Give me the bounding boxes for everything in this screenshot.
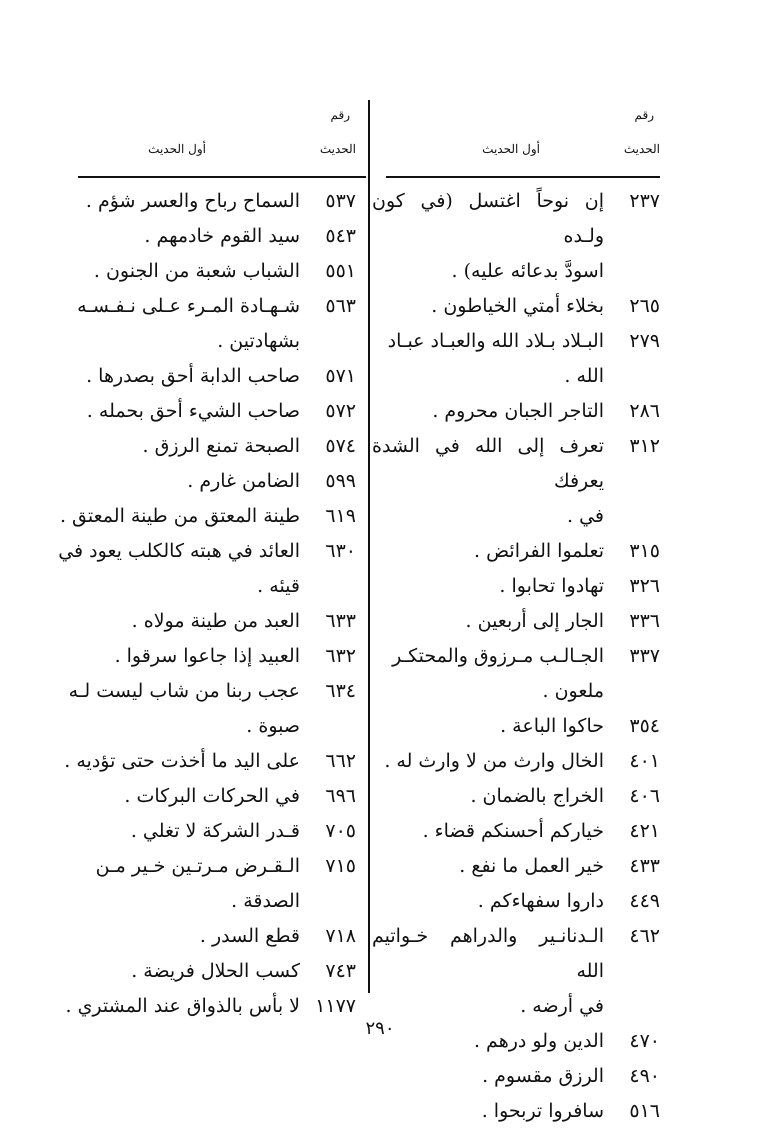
hadith-text-line: في أرضه . [520, 995, 604, 1017]
hadith-text [26, 954, 310, 989]
hadith-text-line: تعرف إلى الله في الشدة يعرفك [372, 435, 604, 492]
hadith-text-line: اسودَّ بدعائه عليه) . [451, 260, 604, 282]
hadith-text-line: في . [567, 505, 604, 527]
hadith-text [26, 499, 310, 534]
hadith-text [26, 849, 310, 919]
header-awwal-hadith: أول الحديث [148, 142, 206, 156]
hadith-entry [372, 569, 660, 604]
hadith-number: ٣٢٦ [629, 575, 660, 597]
hadith-number: ٣١٢ [629, 435, 660, 457]
hadith-text [372, 639, 614, 709]
hadith-entry [26, 359, 356, 394]
hadith-number: ٣٣٧ [629, 645, 660, 667]
hadith-number: ٦٦٢ [325, 750, 356, 772]
hadith-text [372, 1094, 614, 1129]
hadith-entry [26, 499, 356, 534]
hadith-text-line: تعلموا الفرائض . [474, 540, 604, 562]
header-awwal-hadith: أول الحديث [482, 142, 540, 156]
hadith-text-line: قيئه . [257, 575, 300, 597]
hadith-text [26, 254, 310, 289]
hadith-entry [372, 1059, 660, 1094]
hadith-text-line: عجب ربنا من شاب ليست لـه [68, 680, 300, 702]
hadith-number: ٥٩٩ [325, 470, 356, 492]
hadith-entry [26, 429, 356, 464]
hadith-text-line: لا بأس بالذواق عند المشتري . [65, 995, 300, 1017]
hadith-entry [372, 534, 660, 569]
hadith-number: ٧٠٥ [325, 820, 356, 842]
hadith-text-line: شـهـادة المـرء عـلى نـفـسـه [77, 295, 300, 317]
hadith-entry [372, 184, 660, 289]
hadith-text [372, 429, 614, 534]
hadith-text-line: التاجر الجبان محروم . [432, 400, 604, 422]
hadith-text [26, 184, 310, 219]
header-raqam: رقم [330, 108, 350, 122]
hadith-text-line: الجـالـب مـرزوق والمحتكـر [392, 645, 604, 667]
hadith-number: ٦١٩ [325, 505, 356, 527]
hadith-number: ٤٦٢ [629, 925, 660, 947]
hadith-entry [372, 604, 660, 639]
hadith-entry [372, 639, 660, 709]
hadith-entry [372, 884, 660, 919]
hadith-entry [26, 464, 356, 499]
hadith-text-line: على اليد ما أخذت حتى تؤديه . [64, 750, 300, 772]
hadith-entry [26, 254, 356, 289]
hadith-text [372, 569, 614, 604]
hadith-text [26, 604, 310, 639]
hadith-text-line: بخلاء أمتي الخياطون . [431, 295, 604, 317]
hadith-number: ٤٢١ [629, 820, 660, 842]
hadith-text-line: خير العمل ما نفع . [459, 855, 604, 877]
hadith-text-line: بشهادتين . [217, 330, 300, 352]
hadith-entry [372, 919, 660, 1024]
hadith-entry [26, 184, 356, 219]
hadith-number: ٤٧٠ [629, 1030, 660, 1052]
hadith-text-line: داروا سفهاءكم . [477, 890, 604, 912]
hadith-text-line: الصدقة . [231, 890, 300, 912]
hadith-number: ٦٣٣ [325, 610, 356, 632]
hadith-text [26, 779, 310, 814]
hadith-entry [26, 744, 356, 779]
hadith-text [372, 744, 614, 779]
hadith-number: ٥٣٧ [325, 190, 356, 212]
header-rule-right [386, 176, 660, 178]
hadith-text-line: صاحب الدابة أحق بصدرها . [86, 365, 300, 387]
hadith-text [372, 884, 614, 919]
hadith-text [26, 639, 310, 674]
hadith-text [372, 1059, 614, 1094]
header-hadith: الحديث [319, 142, 356, 156]
hadith-number: ١١٧٧ [315, 995, 356, 1017]
hadith-text [372, 394, 614, 429]
hadith-text-line: الخراج بالضمان . [470, 785, 604, 807]
hadith-entry [372, 814, 660, 849]
hadith-entry [26, 289, 356, 359]
hadith-entry [26, 779, 356, 814]
hadith-number: ٥٧٢ [325, 400, 356, 422]
hadith-text [26, 359, 310, 394]
header-rule-left [78, 176, 366, 178]
hadith-number: ٥٧٤ [325, 435, 356, 457]
hadith-number: ٢٣٧ [629, 190, 660, 212]
hadith-text-line: الشباب شعبة من الجنون . [93, 260, 300, 282]
hadith-text [26, 744, 310, 779]
hadith-entry [372, 289, 660, 324]
column-divider [368, 100, 370, 993]
hadith-text [372, 779, 614, 814]
hadith-text [26, 919, 310, 954]
hadith-number: ٣١٥ [629, 540, 660, 562]
hadith-number: ٤٤٩ [629, 890, 660, 912]
hadith-text-line: السماح رباح والعسر شؤم . [85, 190, 300, 212]
hadith-text [372, 849, 614, 884]
hadith-text-line: كسب الحلال فريضة . [131, 960, 300, 982]
hadith-entry [372, 1094, 660, 1129]
hadith-entry [372, 744, 660, 779]
hadith-text-line: قطع السدر . [199, 925, 300, 947]
header-raqam: رقم [634, 108, 654, 122]
hadith-text [372, 814, 614, 849]
left-column [26, 100, 356, 1017]
hadith-text-line: الجار إلى أربعين . [465, 610, 604, 632]
right-column-rows [372, 184, 660, 1129]
hadith-entry [26, 674, 356, 744]
hadith-number: ٤٣٣ [629, 855, 660, 877]
hadith-text [372, 534, 614, 569]
hadith-text-line: سيد القوم خادمهم . [144, 225, 300, 247]
hadith-entry [26, 639, 356, 674]
hadith-text-line: حاكوا الباعة . [500, 715, 604, 737]
hadith-text-line: العبيد إذا جاعوا سرقوا . [114, 645, 300, 667]
hadith-number: ٤٩٠ [629, 1065, 660, 1087]
hadith-number: ٤٠٦ [629, 785, 660, 807]
hadith-number: ٢٧٩ [629, 330, 660, 352]
hadith-text [26, 674, 310, 744]
hadith-text [372, 919, 614, 1024]
hadith-text-line: الله . [564, 365, 604, 387]
hadith-text-line: خياركم أحسنكم قضاء . [422, 820, 604, 842]
hadith-text [26, 429, 310, 464]
hadith-number: ٢٦٥ [629, 295, 660, 317]
hadith-entry [26, 604, 356, 639]
hadith-text [26, 814, 310, 849]
hadith-text-line: الخال وارث من لا وارث له . [384, 750, 604, 772]
hadith-text [26, 219, 310, 254]
hadith-text [372, 709, 614, 744]
hadith-text-line: طينة المعتق من طينة المعتق . [59, 505, 300, 527]
hadith-text-line: صاحب الشيء أحق بحمله . [86, 400, 300, 422]
hadith-text-line: الرزق مقسوم . [482, 1065, 604, 1087]
hadith-number: ٧٤٣ [325, 960, 356, 982]
hadith-number: ٦٣٠ [325, 540, 356, 562]
hadith-number: ٤٠١ [629, 750, 660, 772]
hadith-text-line: في الحركات البركات . [124, 785, 300, 807]
hadith-number: ٣٣٦ [629, 610, 660, 632]
hadith-number: ٦٩٦ [325, 785, 356, 807]
right-column-header [372, 100, 660, 178]
hadith-text [372, 324, 614, 394]
hadith-number: ٥٦٣ [325, 295, 356, 317]
hadith-text-line: العبد من طينة مولاه . [131, 610, 300, 632]
hadith-entry [26, 534, 356, 604]
hadith-entry [372, 849, 660, 884]
hadith-text [26, 534, 310, 604]
hadith-number: ٦٣٢ [325, 645, 356, 667]
hadith-entry [26, 219, 356, 254]
hadith-text [26, 464, 310, 499]
hadith-number: ٥٤٣ [325, 225, 356, 247]
hadith-text-line: الـقـرض مـرتـين خـير مـن [95, 855, 300, 877]
hadith-number: ٥٧١ [325, 365, 356, 387]
hadith-text-line: قـدر الشركة لا تغلي . [130, 820, 300, 842]
hadith-text-line: ملعون . [542, 680, 604, 702]
hadith-entry [372, 324, 660, 394]
hadith-text-line: الـدنانـير والدراهم خـواتيم الله [372, 925, 604, 982]
hadith-entry [26, 394, 356, 429]
hadith-text [372, 184, 614, 289]
hadith-text-line: الدين ولو درهم . [473, 1030, 604, 1052]
hadith-entry [26, 954, 356, 989]
hadith-entry [372, 394, 660, 429]
hadith-entry [372, 779, 660, 814]
hadith-text-line: إن نوحاً اغتسل (في كون ولـده [372, 190, 604, 247]
hadith-number: ٢٨٦ [629, 400, 660, 422]
hadith-number: ٥٥١ [325, 260, 356, 282]
hadith-entry [372, 709, 660, 744]
hadith-text-line: تهادوا تحابوا . [499, 575, 604, 597]
hadith-text-line: الضامن غارم . [187, 470, 300, 492]
hadith-number: ٦٣٤ [325, 680, 356, 702]
hadith-text-line: سافروا تربحوا . [481, 1100, 604, 1122]
hadith-number: ٣٥٤ [629, 715, 660, 737]
hadith-entry [372, 429, 660, 534]
hadith-text [26, 394, 310, 429]
hadith-text-line: العائد في هبته كالكلب يعود في [58, 540, 300, 562]
hadith-number: ٧١٨ [325, 925, 356, 947]
hadith-text-line: الصبحة تمنع الرزق . [142, 435, 300, 457]
hadith-text [372, 604, 614, 639]
hadith-entry [26, 849, 356, 919]
header-hadith: الحديث [623, 142, 660, 156]
hadith-entry [26, 814, 356, 849]
hadith-text-line: البـلاد بـلاد الله والعبـاد عبـاد [387, 330, 604, 352]
left-column-header [26, 100, 356, 178]
hadith-text-line: صبوة . [246, 715, 300, 737]
hadith-number: ٥١٦ [629, 1100, 660, 1122]
hadith-entry [26, 919, 356, 954]
left-column-rows [26, 184, 356, 1024]
hadith-text [26, 289, 310, 359]
hadith-text [372, 289, 614, 324]
page-number: ٢٩٠ [365, 1018, 395, 1039]
hadith-number: ٧١٥ [325, 855, 356, 877]
